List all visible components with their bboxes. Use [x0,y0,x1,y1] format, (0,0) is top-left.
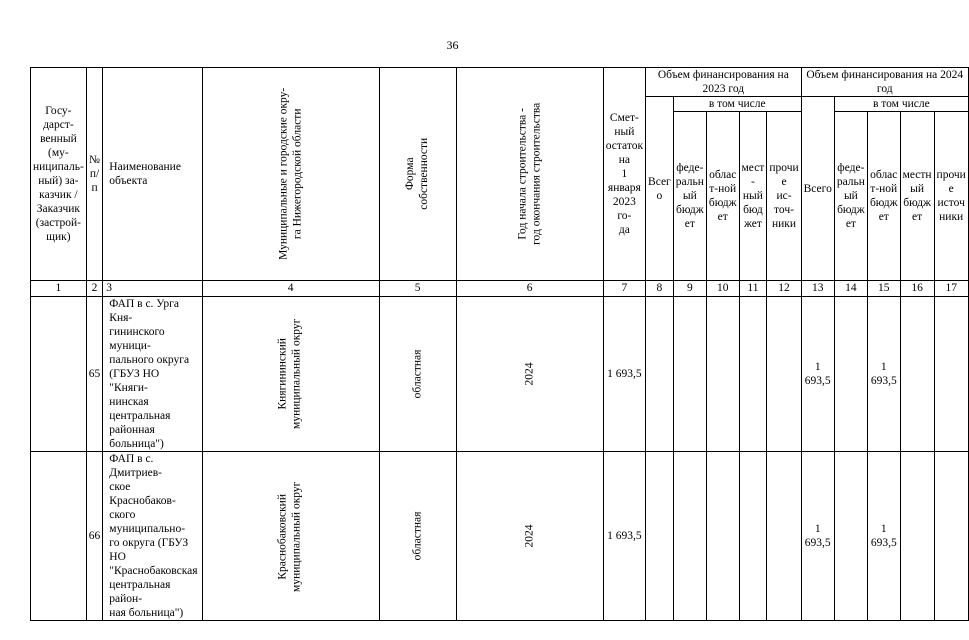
cell-oth-2024 [934,297,968,452]
header-incl-2024: в том числе [834,97,968,112]
cell-municipal [202,297,379,452]
header-total-2024: Всего [801,97,834,281]
col-num: 16 [900,281,934,297]
cell-ownership-text: областная [411,511,424,561]
header-years [456,68,603,281]
cell-mun-2024 [900,452,934,621]
col-num: 7 [603,281,645,297]
col-num: 15 [867,281,900,297]
financing-table [30,67,969,621]
header-name: Наименование объекта [103,68,202,281]
col-num: 9 [673,281,706,297]
header-incl-2023: в том числе [673,97,801,112]
col-num: 14 [834,281,867,297]
cell-municipal [202,452,379,621]
cell-reg-2024: 1 693,5 [867,452,900,621]
header-estimate: Смет- ный остаток на 1 января 2023 го- да [603,68,645,281]
cell-years [456,452,603,621]
cell-reg-2023 [706,297,739,452]
cell-years-text: 2024 [523,524,536,548]
header-ownership-text: Форма собственности [403,138,430,210]
col-num: 3 [103,281,202,297]
cell-customer [31,297,87,452]
header-num: № п/ п [86,68,103,281]
cell-fed-2023 [673,297,706,452]
col-num: 2 [86,281,103,297]
cell-name: ФАП в с. Урга Кня- гининского муници- пального округа (ГБУЗ НО "Княги- нинская центральная районная больница") [103,297,202,452]
column-numbers-row [31,281,969,297]
cell-oth-2023 [767,297,801,452]
header-reg-2024: облас т-ной бюдж ет [867,112,900,281]
col-num: 13 [801,281,834,297]
header-mun-2024: местн ый бюдж ет [900,112,934,281]
cell-mun-2024 [900,297,934,452]
cell-reg-2023 [706,452,739,621]
header-municipal-text: Муниципальные и городские окру- га Нижегородской области [276,87,303,261]
header-customer: Госу- дарст- венный (му- ниципаль- ный) за- казчик / Заказчик (застрой- щик) [31,68,87,281]
col-num: 6 [456,281,603,297]
cell-mun-2023 [739,297,767,452]
table-row [31,297,969,452]
cell-estimate: 1 693,5 [603,297,645,452]
header-ownership [379,68,456,281]
header-fin-2024: Объем финансирования на 2024 год [801,68,968,97]
cell-num: 65 [86,297,103,452]
header-fin-2023: Объем финансирования на 2023 год [646,68,802,97]
cell-mun-2023 [739,452,767,621]
header-oth-2024: прочи е источ ники [934,112,968,281]
cell-total-2023 [646,297,674,452]
cell-reg-2024: 1 693,5 [867,297,900,452]
cell-years-text: 2024 [523,362,536,386]
header-fed-2023: феде- ральн ый бюдж ет [673,112,706,281]
page-number: 36 [446,38,459,52]
col-num: 1 [31,281,87,297]
cell-name: ФАП в с. Дмитриев- ское Краснобаков- ского муниципально- го округа (ГБУЗ НО "Краснобаковская центральная район- ная больница") [103,452,202,621]
cell-ownership [379,297,456,452]
col-num: 5 [379,281,456,297]
header-municipal [202,68,379,281]
cell-fed-2024 [834,452,867,621]
header-mun-2023: мест - ный бюд жет [739,112,767,281]
cell-years [456,297,603,452]
cell-total-2023 [646,452,674,621]
header-total-2023: Всег о [646,97,674,281]
cell-municipal-text: Княгининский муниципальный округ [276,318,303,430]
header-years-text: Год начала строительства - год окончания строительства [515,102,542,246]
col-num: 10 [706,281,739,297]
table-row [31,452,969,621]
header-reg-2023: облас т-ной бюдж ет [706,112,739,281]
header-oth-2023: прочи е ис- точ- ники [767,112,801,281]
cell-estimate: 1 693,5 [603,452,645,621]
cell-oth-2024 [934,452,968,621]
col-num: 4 [202,281,379,297]
cell-ownership-text: областная [411,349,424,399]
col-num: 11 [739,281,767,297]
cell-fed-2024 [834,297,867,452]
cell-total-2024: 1 693,5 [801,452,834,621]
cell-fed-2023 [673,452,706,621]
col-num: 17 [934,281,968,297]
cell-oth-2023 [767,452,801,621]
col-num: 8 [646,281,674,297]
cell-ownership [379,452,456,621]
cell-customer [31,452,87,621]
cell-total-2024: 1 693,5 [801,297,834,452]
cell-num: 66 [86,452,103,621]
cell-municipal-text: Краснобаковский муниципальный округ [276,481,303,592]
col-num: 12 [767,281,801,297]
header-fed-2024: феде- ральн ый бюдж ет [834,112,867,281]
